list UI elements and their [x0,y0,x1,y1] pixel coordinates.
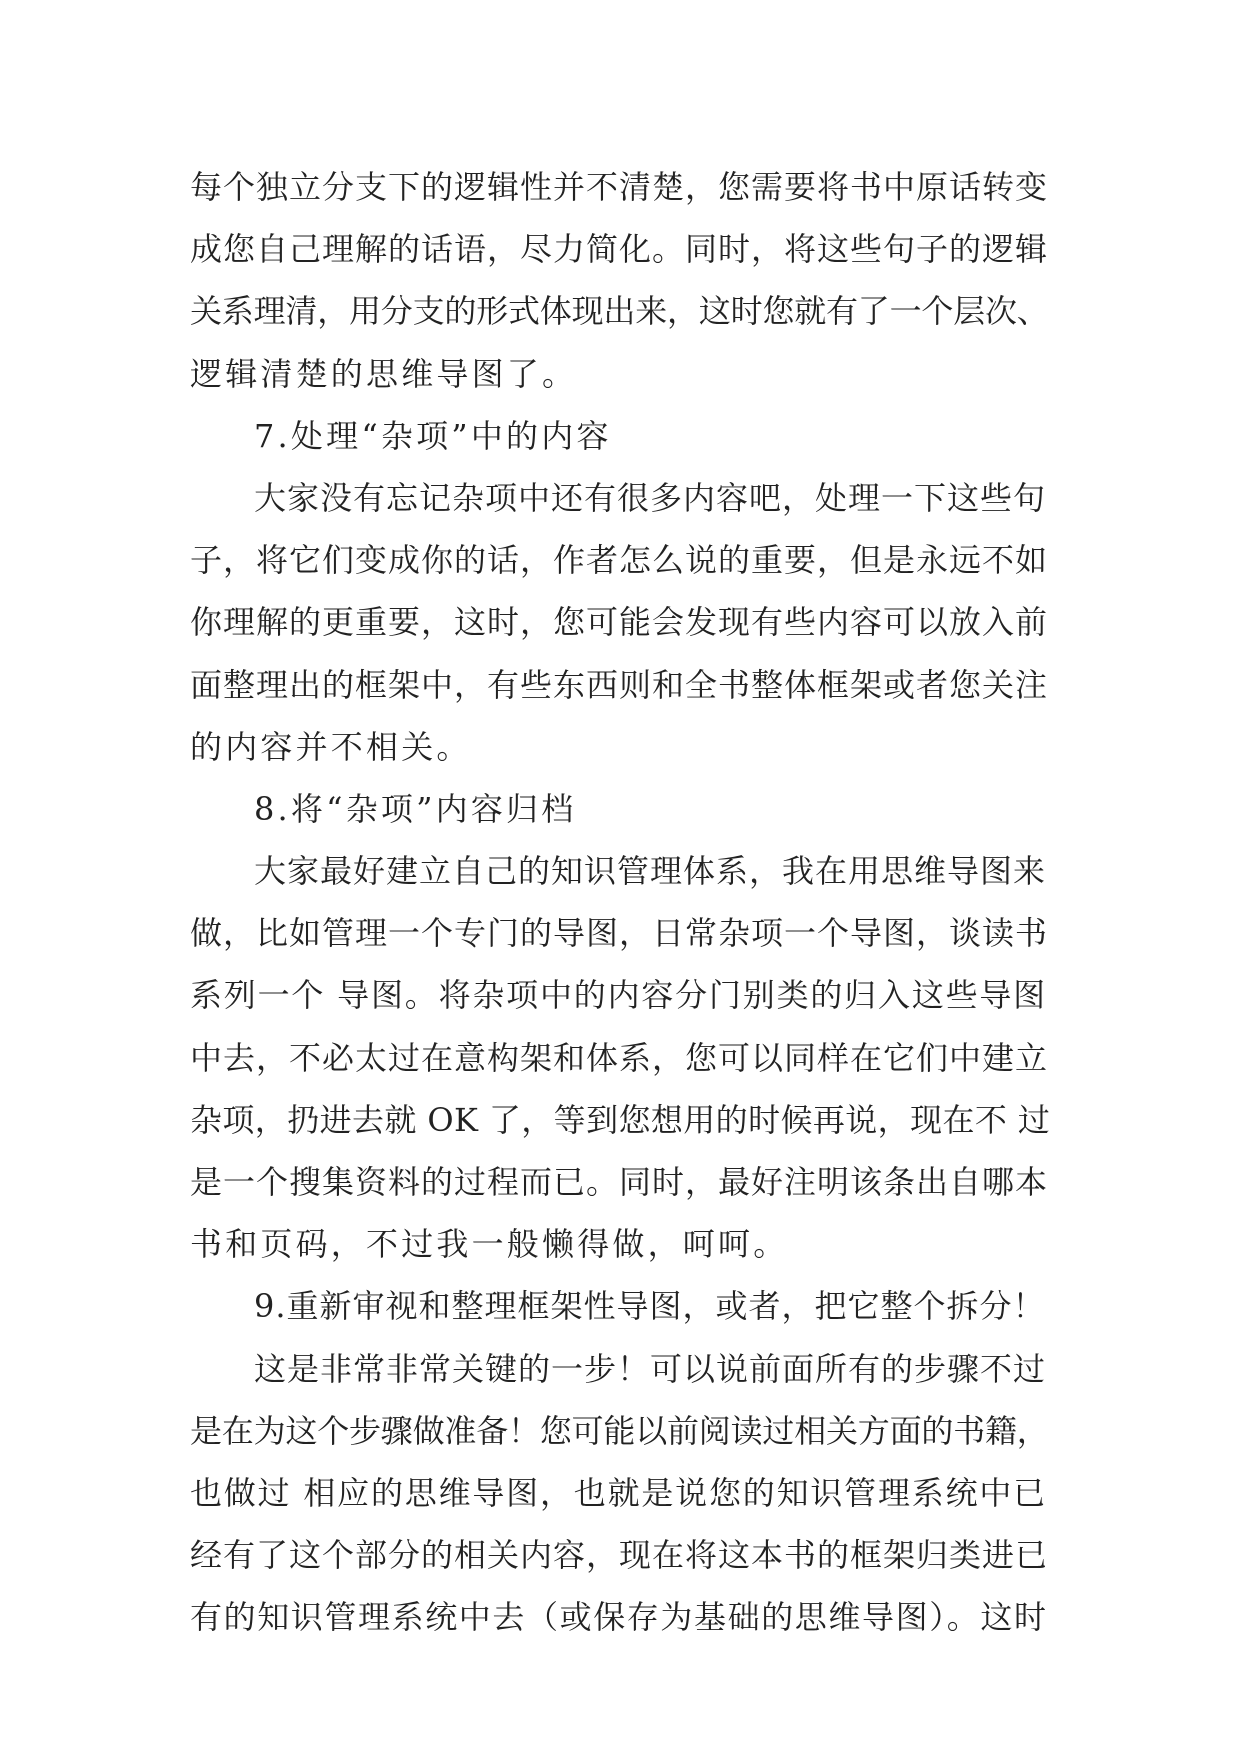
paragraph-first-line: 大家没有忘记杂项中还有很多内容吧，处理一下这些句 [254,478,1047,517]
document-body [190,156,1050,1649]
text-line: 逻辑清楚的思维导图了。 [190,354,578,393]
text-line: 书和页码，不过我一般懒得做，呵呵。 [190,1225,789,1264]
text-line: 每个独立分支下的逻辑性并不清楚，您需要将书中原话转变 [190,168,1049,206]
text-line: 面整理出的框架中，有些东西则和全书整体框架或者您关注 [190,665,1049,704]
text-line: 也做过 相应的思维导图，也就是说您的知识管理系统中已 [190,1473,1047,1512]
section-heading: 8.将“杂项”内容归档 [254,789,577,828]
paragraph-first-line: 大家最好建立自己的知识管理体系，我在用思维导图来 [254,852,1047,891]
text-line: 中去，不必太过在意构架和体系，您可以同样在它们中建立 [190,1038,1049,1077]
section-heading: 9.重新审视和整理框架性导图，或者，把它整个拆分！ [254,1287,1046,1326]
section-heading: 7.处理“杂项”中的内容 [254,416,612,455]
text-line: 做，比如管理一个专门的导图，日常杂项一个导图，谈读书 [190,914,1049,953]
text-line: 子，将它们变成你的话，作者怎么说的重要，但是永远不如 [190,541,1049,580]
paragraph-first-line: 这是非常非常关键的一步！可以说前面所有的步骤不过 [254,1349,1047,1388]
text-line: 经有了这个部分的相关内容，现在将这本书的框架归类进已 [190,1536,1049,1575]
text-line: 是在为这个步骤做准备！您可能以前阅读过相关方面的书籍， [190,1411,1049,1450]
text-line: 杂项，扔进去就 OK 了，等到您想用的时候再说，现在不 过 [190,1100,1051,1139]
text-line: 是一个搜集资料的过程而已。同时，最好注明该条出自哪本 [190,1163,1049,1201]
text-line: 系列一个 导图。将杂项中的内容分门别类的归入这些导图 [190,976,1047,1015]
text-line: 有的知识管理系统中去（或保存为基础的思维导图）。这时 [190,1598,1048,1637]
text-line: 你理解的更重要，这时，您可能会发现有些内容可以放入前 [190,603,1049,642]
text-line: 关系理清，用分支的形式体现出来，这时您就有了一个层次、 [190,292,1049,331]
text-line: 的内容并不相关。 [190,727,472,766]
text-line: 成您自己理解的话语，尽力简化。同时，将这些句子的逻辑 [190,230,1049,269]
